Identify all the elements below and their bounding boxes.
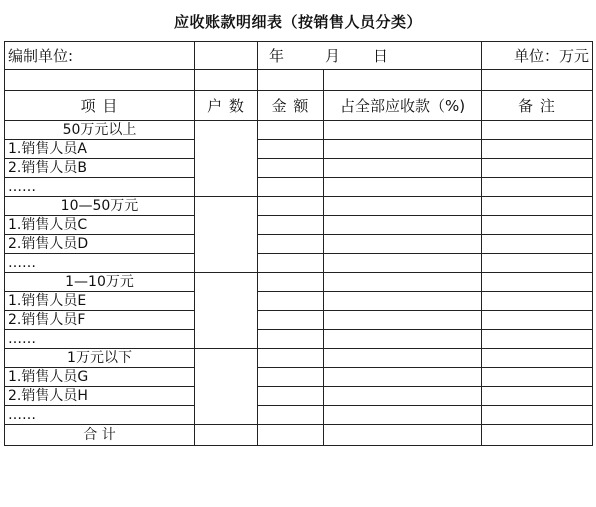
currency-unit: 单位：万元: [482, 42, 593, 70]
group-count-cell: [195, 197, 258, 273]
row-item: ……: [5, 330, 195, 349]
header-count: 户 数: [195, 91, 258, 121]
year-label: 年: [269, 46, 285, 65]
row-item: 2.销售人员H: [5, 387, 195, 406]
table-row: [5, 387, 593, 406]
table-row: [5, 140, 593, 159]
table-row: [5, 178, 593, 197]
row-item: 1.销售人员E: [5, 292, 195, 311]
blank-row: [5, 70, 593, 91]
group-label-row: [5, 273, 593, 292]
group-label: 1—10万元: [5, 273, 195, 292]
table-row: [5, 254, 593, 273]
header-amount: 金 额: [258, 91, 324, 121]
table-row: [5, 159, 593, 178]
total-row: [5, 425, 593, 446]
unit-label: 编制单位:: [5, 42, 195, 70]
table-row: [5, 216, 593, 235]
date-cell: [258, 42, 482, 70]
row-item: ……: [5, 178, 195, 197]
row-item: 2.销售人员F: [5, 311, 195, 330]
row-item: ……: [5, 406, 195, 425]
group-count-cell: [195, 121, 258, 197]
header-item: 项 目: [5, 91, 195, 121]
receivables-sheet: [4, 4, 592, 446]
row-item: 2.销售人员B: [5, 159, 195, 178]
group-label: 10—50万元: [5, 197, 195, 216]
table-row: [5, 292, 593, 311]
header-note: 备 注: [482, 91, 593, 121]
receivables-table: [4, 41, 593, 446]
group-label: 50万元以上: [5, 121, 195, 140]
month-label: 月: [325, 46, 341, 65]
group-label-row: [5, 197, 593, 216]
sheet-title: 应收账款明细表（按销售人员分类）: [173, 13, 422, 31]
table-row: [5, 406, 593, 425]
day-label: 日: [373, 46, 389, 65]
table-row: [5, 330, 593, 349]
table-row: [5, 311, 593, 330]
header-share: 占全部应收款（%): [324, 91, 482, 121]
group-label-row: [5, 121, 593, 140]
group-label-row: [5, 349, 593, 368]
meta-row: [5, 42, 593, 70]
row-item: 1.销售人员C: [5, 216, 195, 235]
row-item: 1.销售人员A: [5, 140, 195, 159]
table-row: [5, 235, 593, 254]
row-item: 1.销售人员G: [5, 368, 195, 387]
row-item: ……: [5, 254, 195, 273]
table-row: [5, 368, 593, 387]
group-count-cell: [195, 349, 258, 425]
row-item: 2.销售人员D: [5, 235, 195, 254]
group-count-cell: [195, 273, 258, 349]
header-row: [5, 91, 593, 121]
total-label: 合 计: [5, 425, 195, 446]
group-label: 1万元以下: [5, 349, 195, 368]
